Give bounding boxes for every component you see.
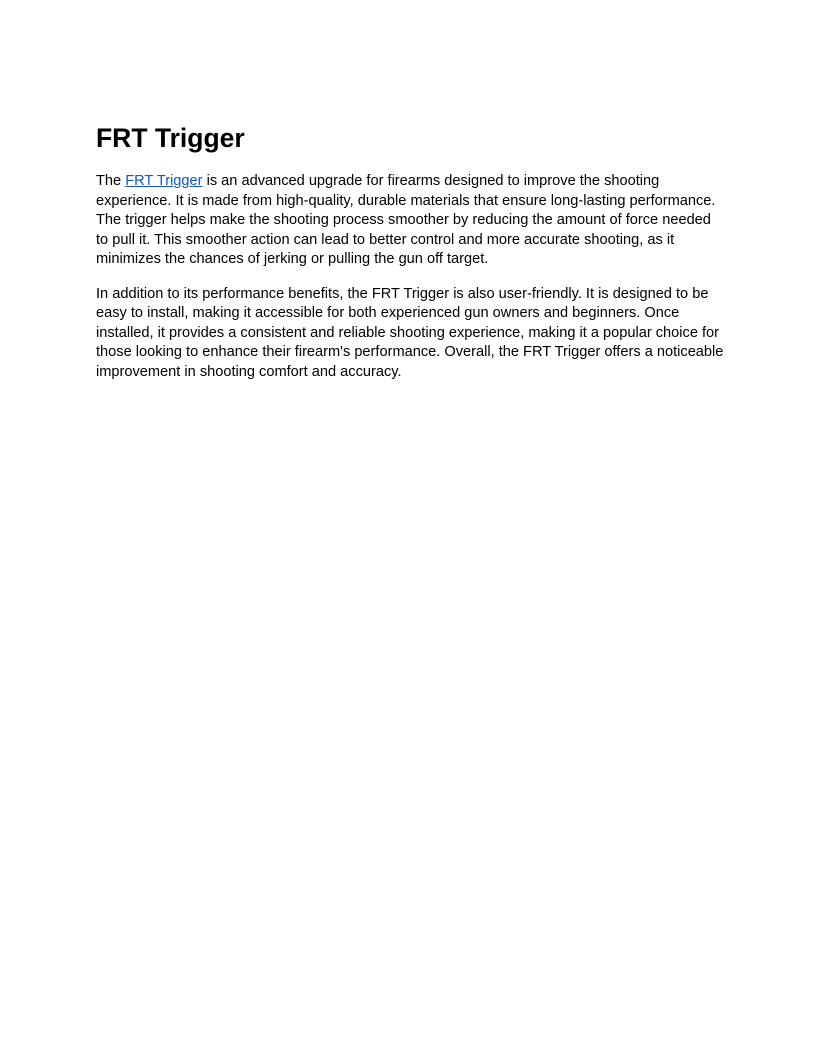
paragraph-intro — [96, 172, 724, 270]
paragraph-intro-body: is an advanced upgrade for firearms designed to improve the shooting experience. It is made from high-quality, durable materials that ensure long-lasting performance. The trigger helps make the shooting process smoother by reducing the amount of force needed to pull it. This smoother action can lead to better control and more accurate shooting, as it minimizes the chances of jerking or pulling the gun off target. — [96, 173, 716, 267]
document-page — [96, 118, 724, 397]
frt-trigger-link[interactable]: FRT Trigger — [125, 173, 203, 189]
paragraph-intro-lead: The — [96, 173, 126, 189]
page-title: FRT Trigger — [96, 123, 245, 153]
paragraph-benefits: In addition to its performance benefits, the FRT Trigger is also user-friendly. It is designed to be easy to install, making it accessible for both experienced gun owners and beginners. Once installed, it provides a consistent and reliable shooting experience, making it a popular choice for those looking to enhance their firearm's performance. Overall, the FRT Trigger offers a noticeable improvement in shooting comfort and accuracy. — [96, 285, 724, 380]
